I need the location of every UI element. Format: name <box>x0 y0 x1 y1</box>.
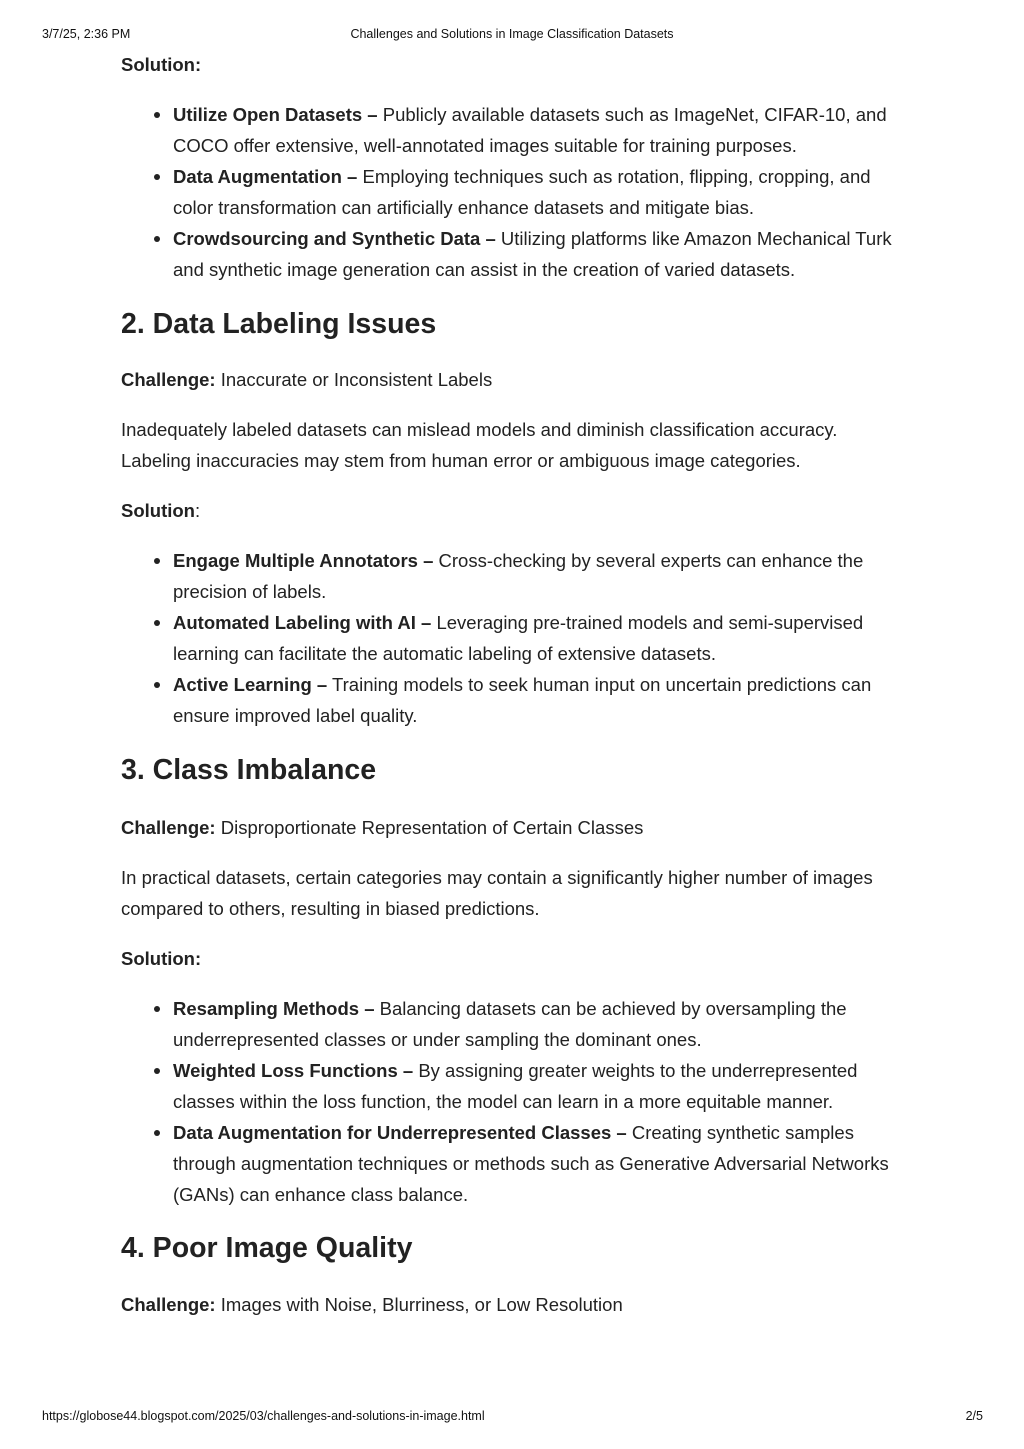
list-item: Data Augmentation for Underrepresented Classes – Creating synthetic samples through augmentation techniques or methods such as Generative Adversarial Networks (GANs) can enhance class balance. <box>121 1117 911 1210</box>
print-datetime: 3/7/25, 2:36 PM <box>42 27 131 41</box>
s3-solution-list <box>121 993 911 1210</box>
list-item: Data Augmentation – Employing techniques such as rotation, flipping, cropping, and color transformation can artificially enhance datasets and mitigate bias. <box>121 161 911 223</box>
s1-solution-list <box>121 99 911 285</box>
list-item: Engage Multiple Annotators – Cross-checking by several experts can enhance the precision of labels. <box>121 545 911 607</box>
list-item: Utilize Open Datasets – Publicly available datasets such as ImageNet, CIFAR-10, and COCO offer extensive, well-annotated images suitable for training purposes. <box>121 99 911 161</box>
list-item: Weighted Loss Functions – By assigning greater weights to the underrepresented classes within the loss function, the model can learn in a more equitable manner. <box>121 1055 911 1117</box>
list-item: Resampling Methods – Balancing datasets can be achieved by oversampling the underrepresented classes or under sampling the dominant ones. <box>121 993 911 1055</box>
s1-solution-label: Solution: <box>121 54 202 75</box>
section-heading-poor-image-quality: 4. Poor Image Quality <box>121 1232 413 1264</box>
s2-solution-label: Solution: <box>121 500 201 521</box>
print-header <box>0 27 1024 43</box>
section-heading-data-labeling: 2. Data Labeling Issues <box>121 308 437 340</box>
s4-challenge: Challenge: Images with Noise, Blurriness, or Low Resolution <box>121 1294 623 1315</box>
print-url: https://globose44.blogspot.com/2025/03/challenges-and-solutions-in-image.html <box>42 1409 485 1423</box>
s3-solution-label: Solution: <box>121 948 202 969</box>
print-doc-title: Challenges and Solutions in Image Classification Datasets <box>350 27 674 41</box>
section-heading-class-imbalance: 3. Class Imbalance <box>121 754 377 786</box>
list-item: Automated Labeling with AI – Leveraging pre-trained models and semi-supervised learning can facilitate the automatic labeling of extensive datasets. <box>121 607 911 669</box>
s2-paragraph: Inadequately labeled datasets can mislead models and diminish classification accuracy. Labeling inaccuracies may stem from human error or ambiguous image categories. <box>121 419 838 471</box>
s2-challenge: Challenge: Inaccurate or Inconsistent Labels <box>121 369 493 390</box>
print-footer <box>0 1409 1024 1425</box>
s3-challenge: Challenge: Disproportionate Representation of Certain Classes <box>121 817 644 838</box>
s3-paragraph: In practical datasets, certain categories may contain a significantly higher number of images compared to others, resulting in biased predictions. <box>121 867 873 919</box>
list-item: Active Learning – Training models to seek human input on uncertain predictions can ensure improved label quality. <box>121 669 911 731</box>
s2-solution-list <box>121 545 911 731</box>
print-page-number: 2/5 <box>965 1409 983 1423</box>
list-item: Crowdsourcing and Synthetic Data – Utilizing platforms like Amazon Mechanical Turk and synthetic image generation can assist in the creation of varied datasets. <box>121 223 911 285</box>
